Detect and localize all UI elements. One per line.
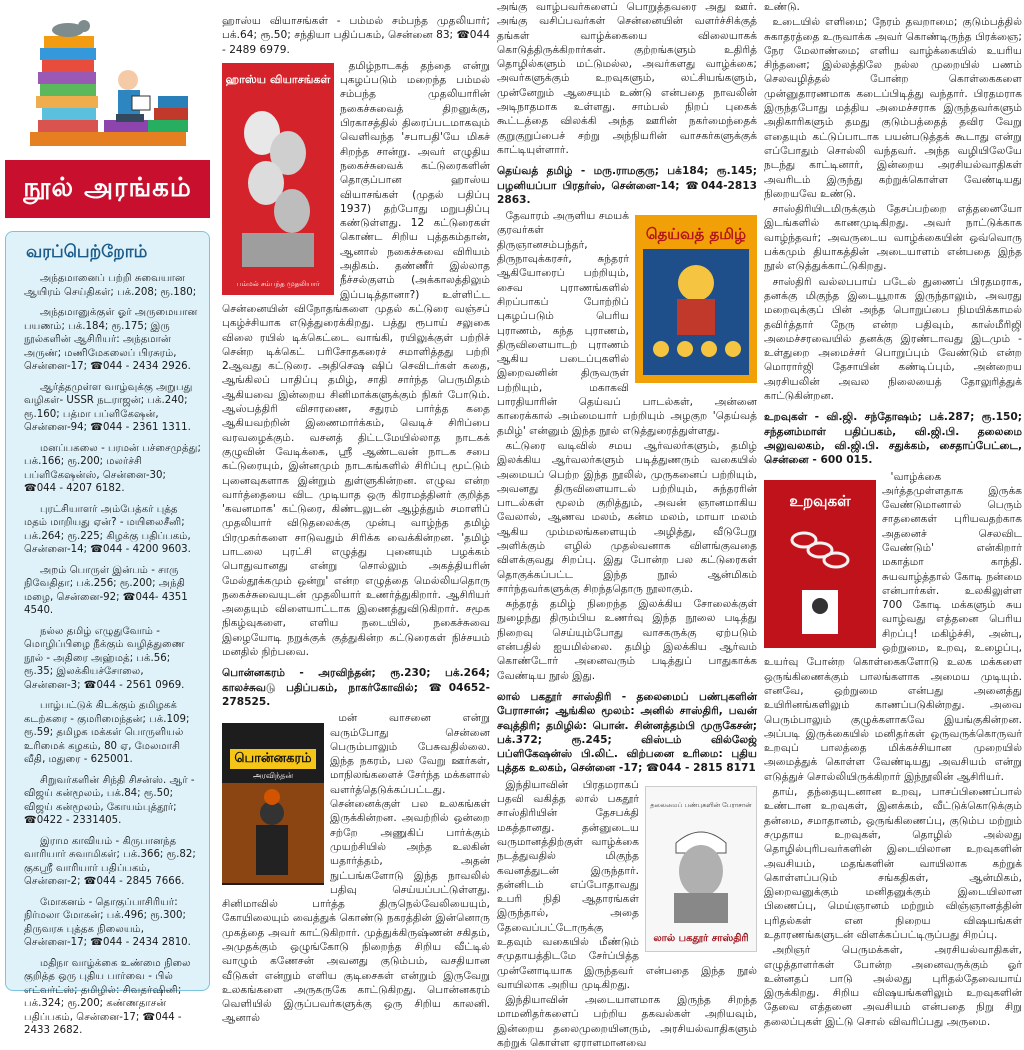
- column-2: [222, 0, 490, 1025]
- book-cover-author: பம்மல் சம்பந்த முதலியார்: [236, 279, 320, 288]
- book-cover: [764, 480, 876, 648]
- book-cover-art: [222, 93, 334, 273]
- review-paragraph: உடையில் எளிமை; நேரம் தவறாமை; குடும்பத்தில் சுகாதரத்தை உருவாக்க அவர் கொண்டிருந்த பிரக்ஞை; நேர மேலாண்மை; எளிய வாழ்க்கையில் உயரிய சிந்தனை; இல்லத்திலே நல்ல முறையில் பணம் செலவழித்தல் போன்ற கொள்கைகளை முன்னுதாரணமாக கடைப்பிடித்து வந்தார். பிரதமராக இருந்தபோது மத்திய அமைச்சராக இருந்தவர்களும் அதிகாரிகளும் தமது குடும்பத்தைத் தவிர வேறு எதையும் கட்டுப்பாடாக பயன்படுத்தக் கூடாது என்று எப்போதும் சொல்லி வந்தவர். அந்த வழியிலேயே நடந்து காட்டினார், இன்றைய அரசியல்வாதிகள் அவரிடம் இருந்து கற்றுக்கொள்ள வேண்டியது நிறையவே உண்டு.: [764, 16, 1022, 200]
- review-header: தெய்வத் தமிழ் - மரு.ராமகுரு; பக்184; ரூ.145; பழனியப்பா பிரதர்ஸ், சென்னை-14; ☎044-2813 2863.: [497, 165, 757, 206]
- received-item: பாழ்பட்டுக் கிடக்கும் தமிழகக் கடற்கரை - குமரிமைந்தன்; பக்.109; ரூ.59; தமிழக மக்கள் பொருளியல் உரிமைக் கழகம், 80 ஏ, மேலமாசி வீதி, மதுரை - 625001.: [24, 700, 190, 765]
- book-cover-author: அரவிந்தன்: [252, 771, 294, 781]
- review-paragraph: தமிழ்நாடகத் தந்தை என்று புகழப்படும் மறைந்த பம்மல் சம்பந்த முதலியாரின் நகைச்சுவைத் திறனுக்கு, பிரகாசத்தில் திரைப்படமாகவும் வெளிவந்த 'சபாபதி'யே மிகச் சிறந்த சான்று. அவர் எழுதிய நகைச்சுவைக் கட்டுரைகளின் தொகுப்பான ஹாஸ்ய வியாசங்கள் (முதல் பதிப்பு 1937) தற்போது மறுபதிப்பு கண்டுள்ளது. 12 கட்டுரைகள் கொண்ட சிறிய புத்தகம்தான், ஆனால் நகைச்சுவை விரியம் அதிகம். தண்ணீர் இல்லாத நீச்சல்குளம் (அக்காலத்திலும் இப்படித்தானா?) உள்ளிட்ட சென்னையின் விநோதங்களை முதல் கட்டுரை வஞ்சப் புகழ்ச்சியாக எடுத்துரைக்கிறது. பத்து ரூபாய் சலுகை விலை ரயில் டிக்கெட்டை வாங்கி, ரயிலுக்குள் பற்றிச் சென்ற டிக்கெட் பரிசோதகரைச் சமாளித்தது பற்றி 2ஆவது கட்டுரை. அதிசெஷ ஷிப் செவிடர்கள் கதை, ஆங்கிலப் பாதிப்பு தமிழ், சாதி சார்ந்த பெருமிதம் ஆகியவை இன்றைய சினிமாக்களுக்கும் நிகர் போடும். ஆஸ்பத்திரி விசாரணை, சதுரம் பார்த்த கதை ஆகியவற்றின் இணைமார்க்கம், வெடிச் சிரிப்பை வரவழைக்கும். வசனத் திட்டமேயில்லாத நாடகக் குழுவின் வேடிக்கை, ஸ்ரீ ஆண்டவன் நாடக சபை கட்டுரையும், இன்னமும் நாடகங்களில் சிரிப்பு மூட்டும் புனைவுகளாக இன்றும் துள்ளுகின்றன. எழுவ என்ற வார்த்தையை விட முடியாத ஒரு கிராமத்தினர் குறித்த 'கவனமாக' கட்டுரை, கிண்டலுடன் ஆழ்த்தும் சமாளிப் முதலியார் விடுதலைக்கு முன்பு வாழ்ந்த தமிழ் பிரமுகர்களை சாடுவதும் சிரிக்க வைக்கின்றன. 'தமிழ் பாடலை புரட்சி எழுத்து புனையும் பழக்கம் பொதுவானது என்று சொல்லும் அகத்தியரின் மேல்தூக்கமும் ஒன்று' என்ற எழுத்தை மெல்லியதொரு நகைச்சுவையுடன் முதலியார் உணர்த்துகிறார். ஆசிரியர் அதையும் விளையாட்டாக இணைத்துவிடுகிறார். சமூக நிகழ்வுகளை, எளிய நடையில், நகைச்சுவை இழையோடி நறுக்குக் குத்துகின்ற கட்டுரைகள் நிச்சயம் மனதில் நிற்பவை.: [222, 59, 490, 659]
- review-paragraph: இந்தியாவின் அடையாளமாக இருந்த சிறந்த மாமனிதர்களைப் பற்றிய தகவல்கள் அறியவும், இன்றைய தலைமுறையினரும், அரசியல்வாதிகளும் கற்றுக் கொள்ள ஏராளமானவை: [497, 994, 757, 1050]
- review-paragraph: அங்கு வாழ்பவர்களைப் பொறுத்தவரை அது ஊர். அங்கு வசிப்பவர்கள் சென்னையின் வளர்ச்சிக்குத் தங்கள் வாழ்க்கையை விலையாகக் கொடுத்திருக்கிறார்கள். குற்றங்களும் உதிரித் தொழில்களும் மட்டுமல்ல, அவர்களது வாழ்க்கை; அவர்களுக்கும் உறவுகளும், லட்சியங்களும், முன்னேறும் ஆசையும் உண்டு என்பதை நாவலின் அடிநாதமாக உள்ளது. சாம்பல் நிறப் புகைக் கூட்டத்தை விலக்கி அந்த ஊரின் நகர்மைந்தைக் குறுகுறுப்பைச் சற்று அந்நியரின் வாசகர்களுக்குக் காட்டியுள்ளார்.: [497, 1, 757, 156]
- received-item: மதிநா வாழ்க்கை உண்மை நிலை குறித்த ஒரு புதிய பார்வை - பில் எட்வர்ட்ஸ்; தமிழில்: சிவதர்ஷினி; பக்.324; ரூ.200; கண்ணதாசன் பதிப்பகம், சென்னை-17; ☎044 - 2433 2682.: [24, 957, 191, 1036]
- received-item: மனப்பகலை - பரமன் பச்சைமுத்து; பக்.166; ரூ.200; மலர்ச்சி பப்ளிகேஷன்ஸ், சென்னை-30; ☎044 - 4207 6182.: [24, 442, 201, 494]
- book-cover: [222, 63, 334, 295]
- received-item: அந்தமானைப் பற்றி சுவையான ஆயிரம் செய்திகள்; பக்.208; ரூ.180;: [24, 273, 197, 298]
- received-item: புரட்சியாளர் அம்பேத்கர் புத்த மதம் மாறியது ஏன்? - மயிலைசீனி; பக்.264; ரூ.225; கிழக்கு பதிப்பகம், சென்னை-14; ☎044 - 4200 9603.: [24, 503, 191, 555]
- received-item: சிறுவர்களின் சிந்தி சிசன்ஸ். ஆர் - விஜய் கன்மூலம், பக்.84; ரூ.50; விஜய் கன்மூலம், கோயம்புத்தூர்; ☎0422 - 2331405.: [24, 774, 195, 826]
- review-paragraph: சுந்தரத் தமிழ் நிறைந்த இலக்கிய சோலைக்குள் நுழைந்து திரும்பிய உணர்வு இந்த நூலை படித்து நிறைவு செய்யும்போது வாசகருக்கு ஏற்படும் என்பதில் ஐயமில்லை. தமிழ் இலக்கிய ஆர்வம் கொண்டோர் அனைவரும் படித்துப் பாதுகாக்க வேண்டிய நூல் இது.: [497, 598, 757, 682]
- book-cover: [222, 723, 324, 885]
- review-header: உறவுகள் - வி.ஜி. சந்தோஷம்; பக்.287; ரூ.150; சந்தனம்மாள் பதிப்பகம், வி.ஜி.பி. தலைமை அலுவலகம், வி.ஜி.பி. சதுக்கம், சைதாப்பேட்டை, சென்னை - 600 015.: [764, 411, 1022, 467]
- received-item: இராம காவியம் - கிருபானந்த வாரியார் சுவாமிகள்; பக்.366; ரூ.82; குகஸ்ரீ வாரியார் பதிப்பகம், சென்னை-2; ☎044 - 2845 7666.: [24, 835, 196, 887]
- book-cover: [635, 215, 757, 383]
- review-paragraph: அறிஞர் பெருமக்கள், அரசியல்வாதிகள், எழுத்தாளர்கள் போன்ற அனைவருக்கும் ஓர் உன்னதப் பாடு அல்லது புரிதல்தேவையாய் இருக்கிறது. சிறிய விஷயங்களிலும் உறவுகளின் தேவை எத்தனை அவசியம் என்பதை நிறு சிறு தலைப்புகள் இட்டு சொல் விவரிப்பது அருமை.: [764, 944, 1022, 1028]
- review-paragraph: இந்தியாவின் பிரதமராகப் பதவி வகித்த லால் பகதூர் சாஸ்திரியின் தேசபக்தி மகத்தானது. தன்னுடைய வருமானத்திற்குள் வாழ்க்கை நடத்துவதில் மிகுந்த கவனத்துடன் இருந்தார். தன்னிடம் எப்போதாவது உபரி நிதி ஆதாரங்கள் இருந்தால், அதை தேவைப்பட்டோருக்கு உதவும் வகையில் மீண்டும் சமுதாயத்திடமே சேர்ப்பித்த முன்னோடியாக இருந்தவர் என்பதை இந்த நூல் வாயிலாக அறிய முடிகிறது.: [497, 778, 757, 991]
- left-column: [0, 0, 214, 1036]
- column-3: [497, 0, 757, 1050]
- book-cover-title: பொன்னகரம்: [230, 749, 316, 769]
- review-paragraph: சாஸ்திரி வல்லபபாய் படேல் துணைப் பிரதமராக, தனக்கு மிகுந்த இடையூறாக இருந்தாலும், அவரது மறைவுக்குப் பின் அந்த பொறுப்பை நிமயிக்காமல் தவிர்த்தார் நேரு என்ற பதிவும், காஸ்மீரிஜி அமைச்சரவையில் தனக்கு இரண்டாவது இடமும் - உள்துறை அமைச்சர் பொறுப்பும் வேண்டும் என்ற மொரார்ஜி தேசாயின் கண்டிப்பும், அன்றைய அரசியலின் அவல நிலையைத் தோலுரித்துக் காட்டுகின்றன.: [764, 275, 1022, 403]
- book-cover-title: தெய்வத் தமிழ்: [645, 225, 747, 244]
- review-paragraph: சாஸ்திரியிடமிருக்கும் தேசப்பற்றை எத்தனையோ இடங்களில் காணமுடிகிறது. அவர் நாட்டுக்காக வாழ்ந்தவர்; அவருடைய வாழ்க்கையின் ஒவ்வொரு பக்கமும் தியாகத்தின் அடையாளம் என்பதை இந்த நூல் எடுத்துக்காட்டுகிறது.: [764, 203, 1022, 273]
- review-header: ஹாஸ்ய வியாசங்கள் - பம்மல் சம்பந்த முதலியார்; பக்.64; ரூ.50; சந்தியா பதிப்பகம், சென்னை 83; ☎044 - 2489 6979.: [222, 15, 490, 56]
- review-paragraph: மன் வாசனை என்று வரும்போது சென்னை பெரும்பாலும் பேசுவதில்லை. இந்த நகரம், பல வேறு ஊர்கள், மாநிலங்களைச் சேர்ந்த மக்களால் வளர்த்தெடுக்கப்பட்டது. சென்னைக்குள் பல உலகங்கள் இருக்கின்றன. அவற்றில் ஒன்றை சற்றே அணுகிப் பார்க்கும் முயற்சியில் அந்த உலகின் யதார்த்தம், அதன் நுட்பங்களோடு இந்த நாவலில் பதிவு செய்யப்பட்டுள்ளது. சினிமாவில் பார்த்த திருநெல்வேலியையும், கோயிலையும் வைத்துக் கொண்டு நகரத்தின் இன்னொரு முகத்தை அவர் காட்டுகிறார். முத்துக்கிருஷ்ணன் சகிதம், அமுதக்கும் ஒழுங்கோடு நிறைந்த சிறிய வீட்டில் வாழும் கணேசன் அவனது குடும்பம், வசதியான வீடுகள் என்றும் எளிய குடிசைகள் என்றும் இருவேறு உலகங்களை அருகருகே காட்டுகிறது. பொன்னகரம் வெளியில் இருப்பவர்களுக்கு ஒரு சிறிய காலனி. ஆனால்: [222, 712, 490, 1025]
- review-paragraph: கட்டுரை வடிவில் சமய ஆர்வலர்களும், தமிழ் இலக்கிய ஆர்வலர்களும் படித்துணரும் வகையில் அமையப் பெற்ற இந்த நூலில், முருகனைப் பற்றியும், அவனது திருவிளையாடல் பற்றியும், சுந்தரரின் பாடல்கள் மூலம் குறித்தும், அவன் ஞானமாகிய வேலால், ஆணவ மலம், கன்ம மலம், மாயா மலம் ஆகிய மும்மலங்களையும் அழித்து, வீடுபேறு அளிக்கும் எழில் முதல்வனாக விளங்குவதை விளக்குவது சிறப்பு. இது போன்ற பல கட்டுரைகள் தொகுக்கப்பட்ட இந்த நூல் ஆன்மிகம் சார்ந்தவர்களுக்கு சிறந்ததொரு நூலாகும்.: [497, 439, 757, 595]
- received-item: அந்தமானுக்குள் ஓர் அருமையான பயணம்; பக்.184; ரூ.175; இரு நூல்களின் ஆசிரியர்: அந்தமான் அருண்; மணிமேகலைப் பிரசுரம், சென்னை-17; ☎044 - 2434 2926.: [24, 307, 198, 372]
- section-banner: [5, 160, 210, 218]
- received-item: ஆர்த்தமுள்ள வாழ்வுக்கு அறுபது வழிகள்- USSR நடராஜன்; பக்.240; ரூ.160; பத்மா பப்ளிகேஷன், சென்னை-94; ☎044 - 2361 1311.: [24, 381, 193, 433]
- book-cover-subtitle: தலைமைப் பண்புகளின் பேராசான்: [650, 800, 752, 809]
- received-books-box: [5, 231, 210, 1036]
- review-paragraph: 'வாழ்க்கை அர்த்தமுள்ளதாக இருக்க வேண்டுமானால் பெரும் சாதனைகள் புரியவதற்காக அதனைச் செலவிட வேண்டும்' என்கிறார் மகாத்மா காந்தி. சுயவாழ்த்தால் கோடி நன்மை என்பார்கள். உலகிலுள்ள 700 கோடி மக்களும் சுய வாழ்வது எத்தனை பெரிய சிறப்பு! மகிழ்ச்சி, அன்பு, ஒற்றுமை, உறவு, உழைப்பு, உயர்வு போன்ற கொள்கைகளோடு உலக மக்களை ஒருங்கிணைக்கும் பாலங்களாக அமைய முடியும். எனவே, ஒற்றுமை என்பது அனைத்து உயிரினங்களிலும் காணப்படுகின்றது. அவை பெரும்பாலும் குழுக்களாகவே இயங்குகின்றன. அப்படி இருக்கையில் மனிதர்கள் ஒருவருக்கொருவர் உறவுப் பாலத்தை மிக்கச்சியான முறையில் அமைத்துக் கொள்ள வேண்டியது அவசியம் என்று எடுத்துச் சொல்லியிருக்கிறார் இந்நூலின் ஆசிரியர்.: [764, 470, 1022, 783]
- review-paragraph: தேவாரம் அருளிய சமயக் குரவர்கள் திருஞானசம்பந்தர், திருநாவுக்கரசர், சுந்தரர் ஆகியோரைப் பற்றியும், சைவ புராணங்களில் சிறப்பாகப் போற்றிப் புகழப்படும் பெரிய புராணம், கந்த புராணம், திருவிளையாடற் புராணம் ஆகிய படைப்புகளில் இறைவனின் திருவருள் பற்றியும், மகாகவி பாரதியாரின் தெய்வப் பாடல்கள், அன்னை காரைக்கால் அம்மையார் பற்றியும் அழகுற 'தெய்வத் தமிழ்' என்னும் இந்த நூல் எடுத்துரைத்துள்ளது.: [497, 210, 757, 437]
- review-header: லால் பகதூர் சாஸ்திரி - தலைமைப் பண்புகளின் பேராசான்; ஆங்கில மூலம்: அனில் சாஸ்திரி, பவன் சவுத்திரி; தமிழில்: பொன். சின்னத்தம்பி முருகேசன்; பக்.372; ரூ.245; விஸ்டம் வில்லேஜ் பப்ளிகேஷன்ஸ் பி.லிட். விற்பனை உரிமை: புதிய புத்தக உலகம், சென்னை -17; ☎044 - 2815 8171: [497, 690, 757, 775]
- book-cover-art: [646, 813, 756, 923]
- review-header: பொன்னகரம் - அரவிந்தன்; ரூ.230; பக்.264; காலச்சுவடு பதிப்பகம், நாகர்கோவில்; ☎04652-278525.: [222, 667, 490, 708]
- book-cover-art: [635, 249, 757, 379]
- books-reader-illustration: [28, 10, 188, 152]
- received-item: நல்ல தமிழ் எழுதுவோம் - மொழிப்பிழை நீக்கும் வழித்துணை நூல் - அதிரை அஹ்மத்; பக்.56; ரூ.35; இலக்கியச்சோலை, சென்னை-3; ☎044 - 2561 0969.: [24, 625, 185, 691]
- received-item: அறம் பொருள் இன்பம் - சாரு நிவேதிதா; பக்.256; ரூ.200; அந்தி மழை, சென்னை-92; ☎044- 4351 4540.: [24, 564, 188, 616]
- book-cover-art: [764, 520, 876, 640]
- received-title: வரப்பெற்றோம்: [26, 242, 148, 262]
- book-cover-title: லால் பகதூர் சாஸ்திரி: [653, 932, 749, 944]
- review-paragraph: தாய், தந்தையுடனான உறவு, பாசப்பிணைப்பால் உண்டான உறவுகள், இனக்கம், வீட்டுக்கொடுக்கும் தன்மை, சமாதானம், ஒருங்கிணைப்பு, குடும்ப மற்றும் சமுதாய உறவுகள், தொழில் அல்லது தொழில்புரிபவர்களின் இடையிலான உறவுகளின் அவசியம், மதங்களின் வாயிலாக கற்றுக் கொள்ளப்படும் சங்கதிகள், ஆன்மிகம், இறைவனுக்கும் மனிதனுக்கும் இடையிலான பிணைப்பு, மெய்ஞானம் மற்றும் விஞ்ஞானத்தின் புரிதல்கள் என நிறைய விஷயங்கள் உதாரணங்களுடன் விளக்கப்பட்டிருப்பது சிறப்பு.: [764, 786, 1022, 941]
- column-4: [764, 0, 1022, 1028]
- review-paragraph: உண்டு.: [764, 1, 800, 13]
- book-cover-title: உறவுகள்: [789, 491, 851, 510]
- received-item: மோகனம் - தொகுப்பாசிரியர்: நிர்மலா மோகன்; பக்.496; ரூ.300; திருவரசு புத்தக நிலையம், சென்னை-17; ☎044 - 2434 2810.: [24, 896, 191, 948]
- book-cover-title: ஹாஸ்ய வியாசங்கள்: [225, 72, 331, 86]
- book-cover: [645, 786, 757, 952]
- section-banner-title: நூல் அரங்கம்: [23, 172, 192, 203]
- book-cover-art: [222, 783, 324, 883]
